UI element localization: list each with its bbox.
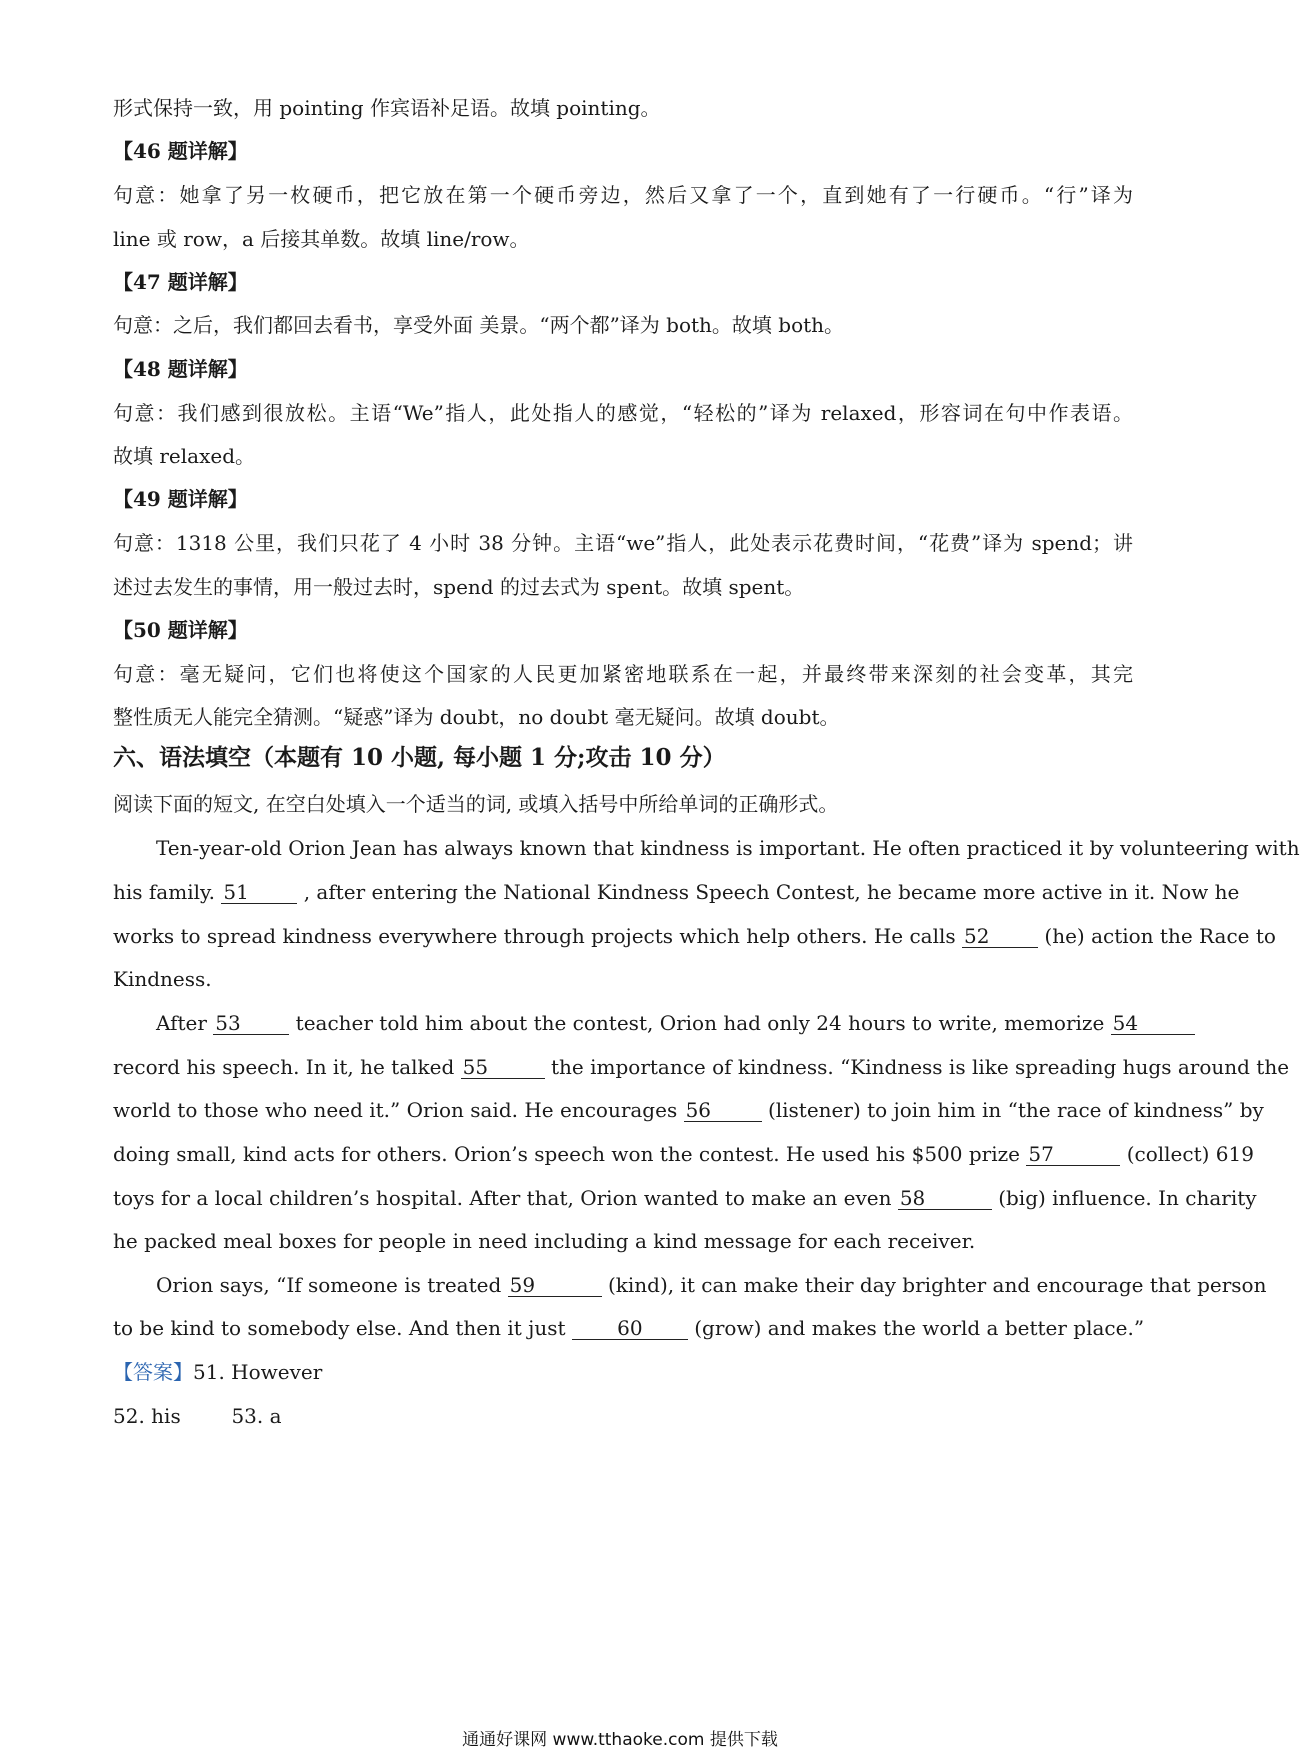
- blank-58[interactable]: 58: [898, 1187, 992, 1210]
- passage-text: record his speech. In it, he talked: [113, 1055, 455, 1079]
- detail-49-line1: 句意：1318 公里，我们只花了 4 小时 38 分钟。主语“we”指人，此处表示花费时间，“花费”译为 spend；讲: [113, 531, 1133, 555]
- passage-p2-line1: [156, 1011, 1139, 1035]
- answer-tag: 【答案】: [113, 1360, 193, 1384]
- passage-text: toys for a local children’s hospital. After that, Orion wanted to make an even: [113, 1186, 892, 1210]
- answer-51: 51. However: [193, 1360, 323, 1384]
- blank-57[interactable]: 57: [1026, 1143, 1120, 1166]
- passage-p2-line6: he packed meal boxes for people in need including a kind message for each receiver.: [113, 1229, 976, 1253]
- detail-46-heading: 【46 题详解】: [113, 139, 248, 163]
- passage-text: (collect) 619: [1126, 1142, 1254, 1166]
- detail-47-line1: 句意：之后，我们都回去看书，享受外面 美景。“两个都”译为 both。故填 both。: [113, 313, 845, 337]
- answer-line-2: [113, 1404, 1133, 1428]
- passage-p2-line4: [113, 1142, 1254, 1166]
- detail-48-line1: 句意：我们感到很放松。主语“We”指人，此处指人的感觉，“轻松的”译为 relaxed，形容词在句中作表语。: [113, 401, 1133, 425]
- detail-46-line2: line 或 row，a 后接其单数。故填 line/row。: [113, 227, 530, 251]
- passage-p2-line5: [113, 1186, 1257, 1210]
- passage-p2-line3: [113, 1098, 1264, 1122]
- passage-p3-line1: [156, 1273, 1267, 1297]
- passage-p3-line2: [113, 1316, 1145, 1340]
- passage-text: After: [156, 1011, 207, 1035]
- section-instruction: 阅读下面的短文, 在空白处填入一个适当的词, 或填入括号中所给单词的正确形式。: [113, 792, 839, 816]
- blank-59[interactable]: 59: [508, 1274, 602, 1297]
- passage-p1-line2: [113, 880, 1240, 904]
- answer-52: 52. his: [113, 1404, 181, 1428]
- answer-line-1: [113, 1360, 1133, 1384]
- passage-text: his family.: [113, 880, 215, 904]
- detail-50-line2: 整性质无人能完全猜测。“疑惑”译为 doubt，no doubt 毫无疑问。故填 doubt。: [113, 705, 840, 729]
- blank-52[interactable]: 52: [962, 925, 1038, 948]
- passage-p1-line4: Kindness.: [113, 967, 212, 991]
- detail-48-line2: 故填 relaxed。: [113, 444, 255, 468]
- passage-text: works to spread kindness everywhere through projects which help others. He calls: [113, 924, 956, 948]
- detail-50-line1: 句意：毫无疑问，它们也将使这个国家的人民更加紧密地联系在一起，并最终带来深刻的社会变革，其完: [113, 662, 1133, 686]
- detail-47-heading: 【47 题详解】: [113, 270, 248, 294]
- blank-53[interactable]: 53: [213, 1012, 289, 1035]
- detail-46-line1: 句意：她拿了另一枚硬币，把它放在第一个硬币旁边，然后又拿了一个，直到她有了一行硬币。“行”译为: [113, 183, 1133, 207]
- passage-text: , after entering the National Kindness Speech Contest, he became more active in it. Now he: [303, 880, 1240, 904]
- passage-text: (kind), it can make their day brighter and encourage that person: [607, 1273, 1267, 1297]
- passage-p2-line2: [113, 1055, 1290, 1079]
- passage-text: doing small, kind acts for others. Orion’s speech won the contest. He used his $500 prize: [113, 1142, 1020, 1166]
- passage-p1-line1: Ten-year-old Orion Jean has always known that kindness is important. He often practiced it by volunteering with: [156, 836, 1300, 860]
- passage-text: world to those who need it.” Orion said. He encourages: [113, 1098, 678, 1122]
- passage-text: to be kind to somebody else. And then it just: [113, 1316, 566, 1340]
- detail-49-line2: 述过去发生的事情，用一般过去时，spend 的过去式为 spent。故填 spent。: [113, 575, 805, 599]
- blank-51[interactable]: 51: [221, 881, 297, 904]
- blank-54[interactable]: 54: [1111, 1012, 1195, 1035]
- page-footer: 通通好课网 www.tthaoke.com 提供下载: [462, 1730, 778, 1750]
- passage-text: the importance of kindness. “Kindness is like spreading hugs around the: [551, 1055, 1290, 1079]
- blank-56[interactable]: 56: [684, 1099, 762, 1122]
- detail-48-heading: 【48 题详解】: [113, 357, 248, 381]
- answer-53: 53. a: [231, 1404, 282, 1428]
- passage-text: (he) action the Race to: [1044, 924, 1276, 948]
- section-title: 六、语法填空（本题有 10 小题, 每小题 1 分;攻击 10 分）: [113, 744, 726, 771]
- detail-49-heading: 【49 题详解】: [113, 487, 248, 511]
- passage-text: teacher told him about the contest, Orion had only 24 hours to write, memorize: [295, 1011, 1105, 1035]
- blank-60[interactable]: 60: [572, 1317, 688, 1340]
- detail-50-heading: 【50 题详解】: [113, 618, 248, 642]
- detail-45-continuation: 形式保持一致，用 pointing 作宾语补足语。故填 pointing。: [113, 96, 661, 120]
- passage-text: (listener) to join him in “the race of kindness” by: [767, 1098, 1264, 1122]
- passage-text: (grow) and makes the world a better place.”: [694, 1316, 1145, 1340]
- blank-55[interactable]: 55: [461, 1056, 545, 1079]
- passage-text: (big) influence. In charity: [998, 1186, 1257, 1210]
- passage-text: Orion says, “If someone is treated: [156, 1273, 502, 1297]
- passage-p1-line3: [113, 924, 1276, 948]
